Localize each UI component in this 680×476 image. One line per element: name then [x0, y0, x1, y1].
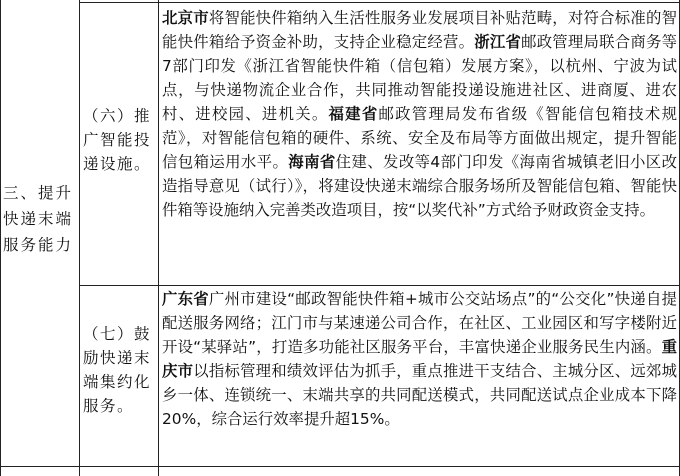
province-name: 广东省 [162, 290, 209, 308]
row-label-7: （七）鼓励快递末端集约化服务。 [83, 325, 152, 415]
policy-text: 以指标管理和绩效评估为抓手，重点推进干支结合、主城分区、远郊城乡一体、连锁统一、末端共享的共同配送模式，共同配送试点企业成本下降20%，综合运行效率提升超15%。 [162, 362, 677, 428]
province-name: 海南省 [288, 153, 336, 171]
policy-text: 将智能快件箱纳入生活性服务业发展项目补贴范畴，对符合标准的智能快件箱给予资金补助，支持企业稳定经营。 [162, 9, 677, 51]
policy-text: 住建、发改等4部门印发《海南省城镇老旧小区改造指导意见（试行）》，将建设快递末端综合服务场所及智能信包箱、智能快件箱等设施纳入完善类改造项目，按“以奖代补”方式给予财政资金支持。 [162, 153, 677, 219]
row-content-7 [162, 287, 677, 431]
policy-text: 邮政管理局发布省级《智能信包箱技术规范》，对智能信包箱的硬件、系统、安全及布局等方面做出规定，提升智能信包箱运用水平。 [162, 105, 677, 171]
province-name: 重庆市 [162, 338, 677, 380]
province-name: 福建省 [328, 105, 379, 123]
row-label-6: （六）推广智能投递设施。 [83, 107, 152, 173]
section-title: 三、提升快递末端服务能力 [3, 184, 74, 254]
row-divider-middle [79, 285, 679, 286]
policy-text: 邮政管理局联合商务等7部门印发《浙江省智能快件箱（信包箱）发展方案》，以杭州、宁波为试点，与快递物流企业合作，共同推动智能投递设施进社区、进商厦、进农村、进校园、进机关。 [162, 33, 677, 123]
province-name: 浙江省 [474, 33, 522, 51]
row-content-6 [162, 6, 677, 222]
row-divider-top [79, 2, 679, 3]
column-divider-1 [79, 0, 80, 476]
policy-text: 广州市建设“邮政智能快件箱+城市公交站场点”的“公交化”快递自提配送服务网络；江门市与某速递公司合作，在社区、工业园区和写字楼附近开设“某驿站”，打造多功能社区服务平台，丰富快递企业服务民生内涵。 [162, 290, 677, 356]
row-divider-bottom [1, 466, 679, 467]
province-name: 北京市 [162, 9, 209, 27]
